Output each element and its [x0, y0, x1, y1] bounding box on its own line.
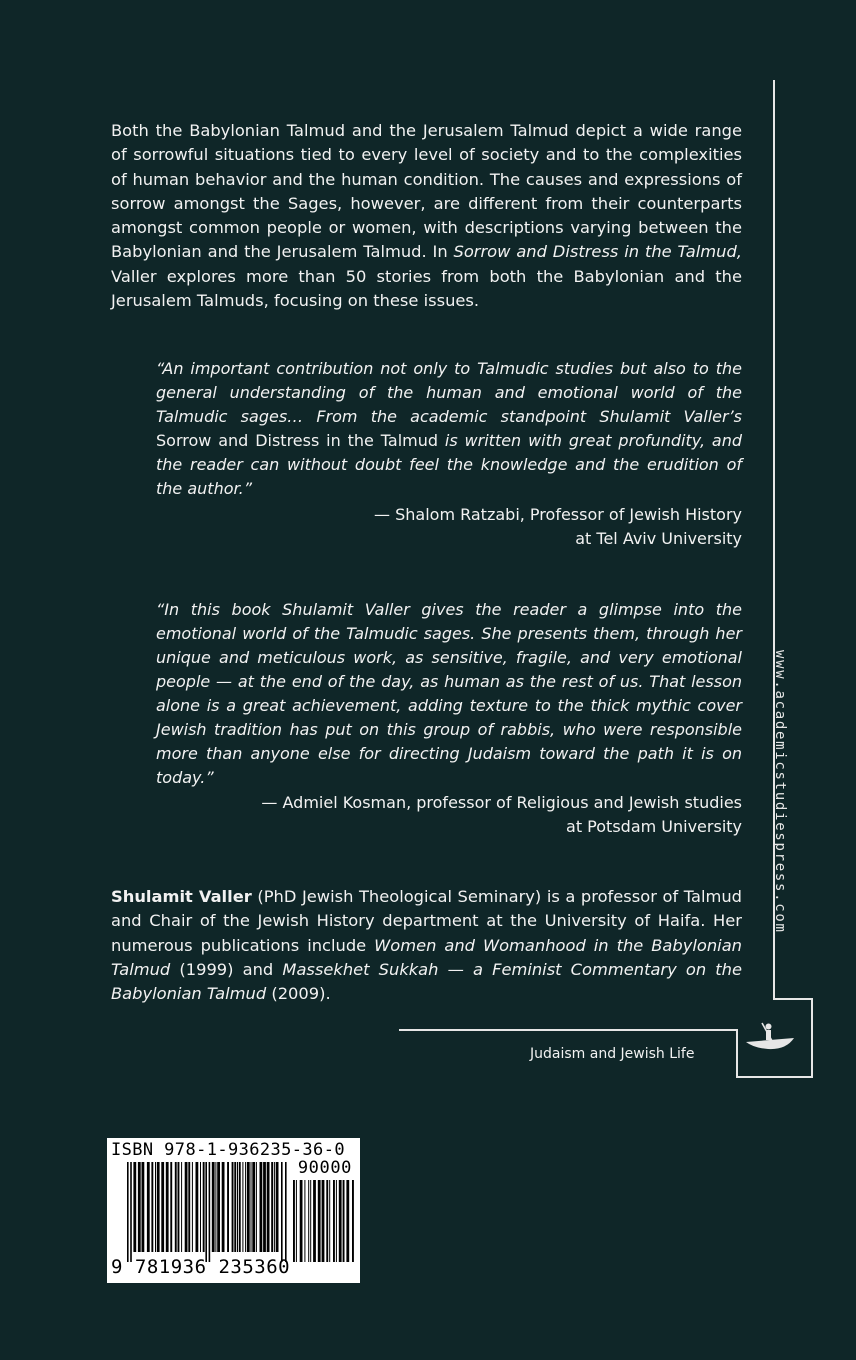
barcode-addon-bar — [329, 1180, 330, 1262]
barcode-bar — [161, 1162, 164, 1252]
barcode-addon-bar — [296, 1180, 297, 1262]
barcode-bar — [245, 1162, 246, 1252]
series-label: Judaism and Jewish Life — [530, 1046, 695, 1062]
barcode-bar — [227, 1162, 229, 1252]
isbn-number: ISBN 978-1-936235-36-0 — [111, 1140, 345, 1160]
frame-line-horizontal-top — [773, 998, 813, 1000]
barcode-bar — [274, 1162, 275, 1252]
barcode-guard-bar — [285, 1162, 287, 1262]
bio-book-2: Massekhet Sukkah — a Feminist Commentary on the Babylonian Talmud — [111, 959, 743, 1004]
barcode-bar — [247, 1162, 250, 1252]
barcode-addon-bar — [339, 1180, 342, 1262]
barcode-bar — [157, 1162, 160, 1252]
quote1-text-b: is written with great profundity, and the reader can without doubt feel the knowledge and the erudition of the author.” — [156, 431, 743, 498]
barcode-bar — [178, 1162, 180, 1252]
book-description — [111, 119, 742, 313]
quote1-text-a: “An important contribution not only to Talmudic studies but also to the general understanding of the human and emotional world of the Talmudic sages… From the academic standpoint Shulamit Valler’s — [156, 359, 742, 426]
barcode-bar — [170, 1162, 172, 1252]
barcode-addon-bar — [343, 1180, 345, 1262]
quote2-attribution — [222, 791, 742, 839]
barcode-bar — [188, 1162, 190, 1252]
publisher-boat-logo-icon — [742, 1018, 798, 1058]
barcode-guard-bar — [281, 1162, 283, 1262]
barcode-guard-bar — [130, 1162, 132, 1262]
barcode-bar — [212, 1162, 215, 1252]
barcode-addon-bar — [318, 1180, 321, 1262]
barcode-bar — [267, 1162, 270, 1252]
barcode-bar — [196, 1162, 199, 1252]
barcode-bar — [147, 1162, 150, 1252]
barcode-addon-bar — [346, 1180, 349, 1262]
barcode-bar — [175, 1162, 177, 1252]
barcode-bar — [260, 1162, 263, 1252]
barcode-addon-bar — [352, 1180, 354, 1262]
quote2-attribution-name: — Admiel Kosman, professor of Religious and Jewish studies — [261, 793, 742, 812]
barcode-bar — [251, 1162, 252, 1252]
barcode-bar — [276, 1162, 279, 1252]
barcode-addon-bar — [310, 1180, 311, 1262]
barcode-bar — [192, 1162, 193, 1252]
barcode-bar — [200, 1162, 201, 1252]
barcode-addon-bar — [308, 1180, 309, 1262]
bio-book-1: Women and Womanhood in the Babylonian Talmud — [111, 935, 742, 979]
barcode-guard-bar — [205, 1162, 207, 1262]
frame-line-vertical-right — [811, 998, 813, 1078]
barcode-bar — [239, 1162, 241, 1252]
description-text-1: Both the Babylonian Talmud and the Jerusalem Talmud depict a wide range of sorrowful situations tied to every level of society and to the complexities of human behavior and the human condition. The causes and expressions of sorrow amongst the Sages, however, are different from their counterparts amongst common people or women, with descriptions varying between the Babylonian and the Jerusalem Talmud. In — [111, 121, 742, 262]
barcode-addon-bar — [293, 1180, 295, 1262]
barcode-bar — [234, 1162, 236, 1252]
barcode-bar — [151, 1162, 153, 1252]
barcode-addon-bar — [333, 1180, 335, 1262]
author-name: Shulamit Valler — [111, 887, 252, 906]
bio-text-1: (PhD Jewish Theological Seminary) is a professor of Talmud and Chair of the Jewish History department at the University of Haifa. Her numerous publications include — [111, 887, 742, 955]
frame-line-horizontal-bottom — [736, 1076, 813, 1078]
barcode-bar — [271, 1162, 273, 1252]
barcode-bar — [203, 1162, 205, 1252]
barcode-bar — [138, 1162, 141, 1252]
barcode-addon-bar — [322, 1180, 325, 1262]
barcode-addon-bar — [300, 1180, 303, 1262]
barcode-bar — [237, 1162, 238, 1252]
barcode-bar — [217, 1162, 220, 1252]
barcode-bar — [222, 1162, 225, 1252]
barcode-addon-bar — [326, 1180, 328, 1262]
quote2-attribution-affiliation: at Potsdam University — [566, 817, 742, 836]
barcode-bar — [133, 1162, 136, 1252]
barcode-bar — [256, 1162, 257, 1252]
quote1-book-title: Sorrow and Distress in the Talmud — [156, 431, 439, 450]
bio-text-2: (1999) and — [170, 959, 283, 979]
endorsement-quote-2: “In this book Shulamit Valler gives the reader a glimpse into the emotional world of the Talmudic sages. She presents them, through her unique and meticulous work, as sensitive, fragile, and very emotional people — at the end of the day, as human as the rest of us. That lesson alone is a great achievement, adding texture to the thick mythic cover Jewish tradition has put on this group of rabbis, who were responsible more than anyone else for directing Judaism toward the path it is on today.” — [156, 600, 742, 787]
description-book-title: Sorrow and Distress in the Talmud, — [453, 242, 742, 262]
barcode-guard-bar — [127, 1162, 129, 1262]
barcode-addon-bar — [313, 1180, 316, 1262]
endorsement-quote-1 — [156, 357, 742, 501]
isbn-barcode — [107, 1138, 360, 1283]
barcode-bar — [215, 1162, 216, 1252]
description-text-2: Valler explores more than 50 stories from both the Babylonian and the Jerusalem Talmuds, focusing on these issues. — [111, 266, 742, 311]
barcode-bar — [181, 1162, 182, 1252]
quote1-attribution — [222, 503, 742, 551]
publisher-website: www.academicstudiespress.com — [772, 650, 788, 934]
barcode-bar — [155, 1162, 156, 1252]
barcode-addon-bar — [304, 1180, 305, 1262]
author-bio — [111, 885, 742, 1006]
ean-number: 9 781936 235360 — [111, 1256, 291, 1278]
quote1-attribution-affiliation: at Tel Aviv University — [575, 529, 742, 548]
quote1-attribution-name: — Shalom Ratzabi, Professor of Jewish History — [374, 505, 742, 524]
frame-line-horizontal-series — [399, 1029, 738, 1031]
barcode-bar — [252, 1162, 255, 1252]
bio-text-3: (2009). — [266, 984, 331, 1004]
barcode-bar — [185, 1162, 188, 1252]
price-code: 90000 — [297, 1158, 352, 1178]
barcode-bar — [142, 1162, 145, 1252]
frame-line-vertical-logo — [736, 1029, 738, 1078]
barcode-bar — [242, 1162, 243, 1252]
barcode-bar — [232, 1162, 234, 1252]
barcode-addon-bar — [336, 1180, 337, 1262]
barcode-guard-bar — [209, 1162, 211, 1262]
barcode-bar — [263, 1162, 266, 1252]
barcode-bar — [166, 1162, 169, 1252]
